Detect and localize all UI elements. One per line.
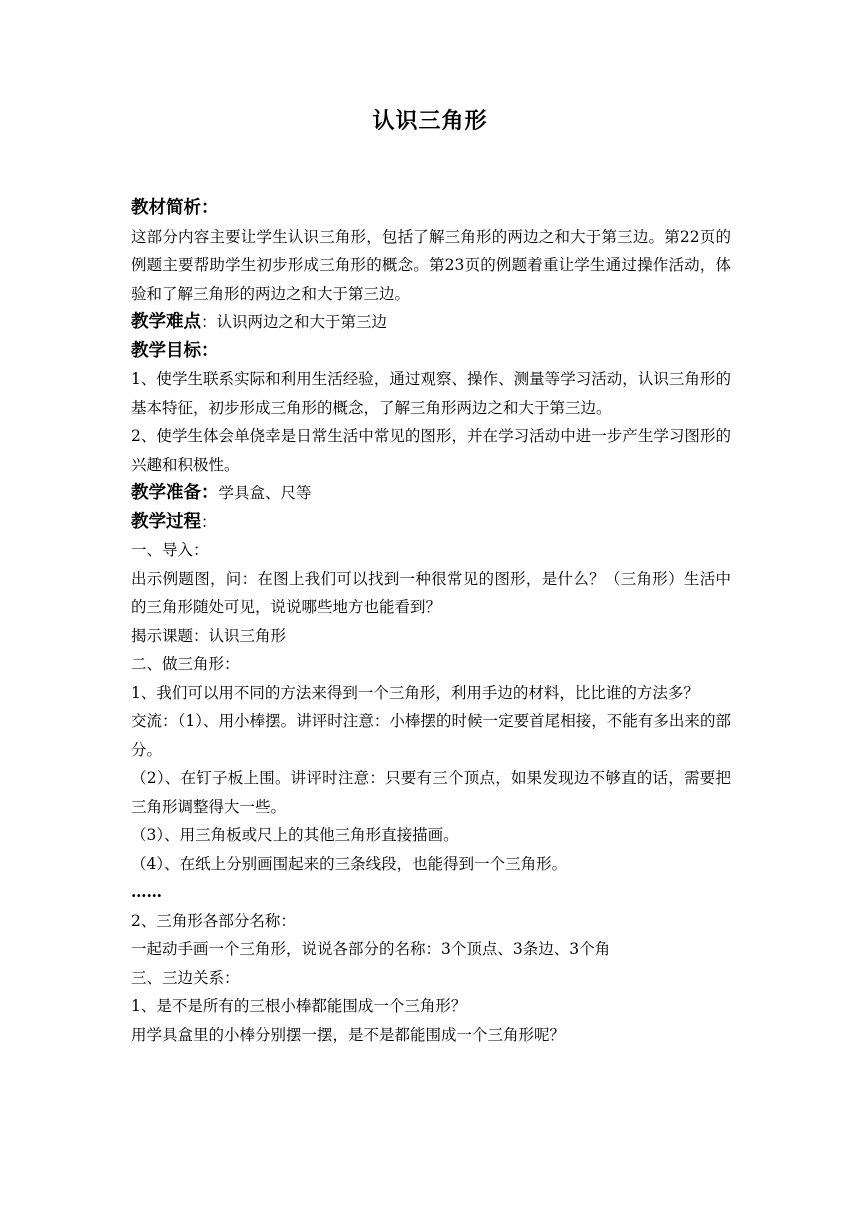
process-line: 2、三角形各部分名称： xyxy=(131,911,296,930)
goal-item: 2、使学生体会单侥幸是日常生活中常见的图形，并在学习活动中进一步产生学习图形的兴趣和积极性。 xyxy=(131,427,731,474)
process-ellipsis: …… xyxy=(131,882,162,901)
preparation-text: 学具盒、尺等 xyxy=(218,484,312,502)
process-line: 1、是不是所有的三根小棒都能围成一个三角形？ xyxy=(131,997,467,1015)
goal-item: 1、使学生联系实际和利用生活经验，通过观察、操作、测量等学习活动，认识三角形的基本特征，初步形成三角形的概念，了解三角形两边之和大于第三边。 xyxy=(131,370,731,417)
process-line: 一起动手画一个三角形，说说各部分的名称：3个顶点、3条边、3个角 xyxy=(131,940,611,958)
process-line: 出示例题图，问：在图上我们可以找到一种很常见的图形，是什么？（三角形）生活中的三角形随处可见，说说哪些地方也能看到？ xyxy=(131,569,731,616)
process-line: （3）、用三角板或尺上的其他三角形直接描画。 xyxy=(131,826,459,844)
preparation-line xyxy=(131,479,731,508)
process-line: 揭示课题：认识三角形 xyxy=(131,626,287,645)
process-line: （2）、在钉子板上围。讲评时注意：只要有三个顶点，如果发现边不够直的话，需要把三角形调整得大一些。 xyxy=(131,769,731,816)
process-heading-line xyxy=(131,508,731,537)
difficulty-heading: 教学难点 xyxy=(131,312,201,332)
difficulty-colon: ： xyxy=(201,313,217,331)
analysis-heading: 教材简析： xyxy=(131,198,219,218)
process-line: 一、导入： xyxy=(131,541,209,559)
analysis-text: 这部分内容主要让学生认识三角形，包括了解三角形的两边之和大于第三边。第22页的例题主要帮助学生初步形成三角形的概念。第23页的例题着重让学生通过操作活动，体验和了解三角形的两边之和大于第三边。 xyxy=(131,227,731,303)
process-heading: 教学过程 xyxy=(131,511,201,532)
document-body xyxy=(131,194,731,1049)
document-title: 认识三角形 xyxy=(372,109,488,134)
process-line: 二、做三角形： xyxy=(131,655,240,673)
process-colon: ： xyxy=(201,512,217,531)
difficulty-text: 认识两边之和大于第三边 xyxy=(216,313,388,331)
process-line: （4）、在纸上分别画围起来的三条线段，也能得到一个三角形。 xyxy=(131,854,568,873)
preparation-heading: 教学准备： xyxy=(131,483,219,503)
process-line: 用学具盒里的小棒分别摆一摆，是不是都能围成一个三角形呢？ xyxy=(131,1025,566,1044)
process-line: 三、三边关系： xyxy=(131,968,240,987)
process-line: 1、我们可以用不同的方法来得到一个三角形，利用手边的材料，比比谁的方法多？ xyxy=(131,683,699,702)
process-line: 交流：（1）、用小棒摆。讲评时注意：小棒摆的时候一定要首尾相接，不能有多出来的部分。 xyxy=(131,712,731,759)
difficulty-line xyxy=(131,308,731,337)
goals-heading: 教学目标： xyxy=(131,340,219,361)
